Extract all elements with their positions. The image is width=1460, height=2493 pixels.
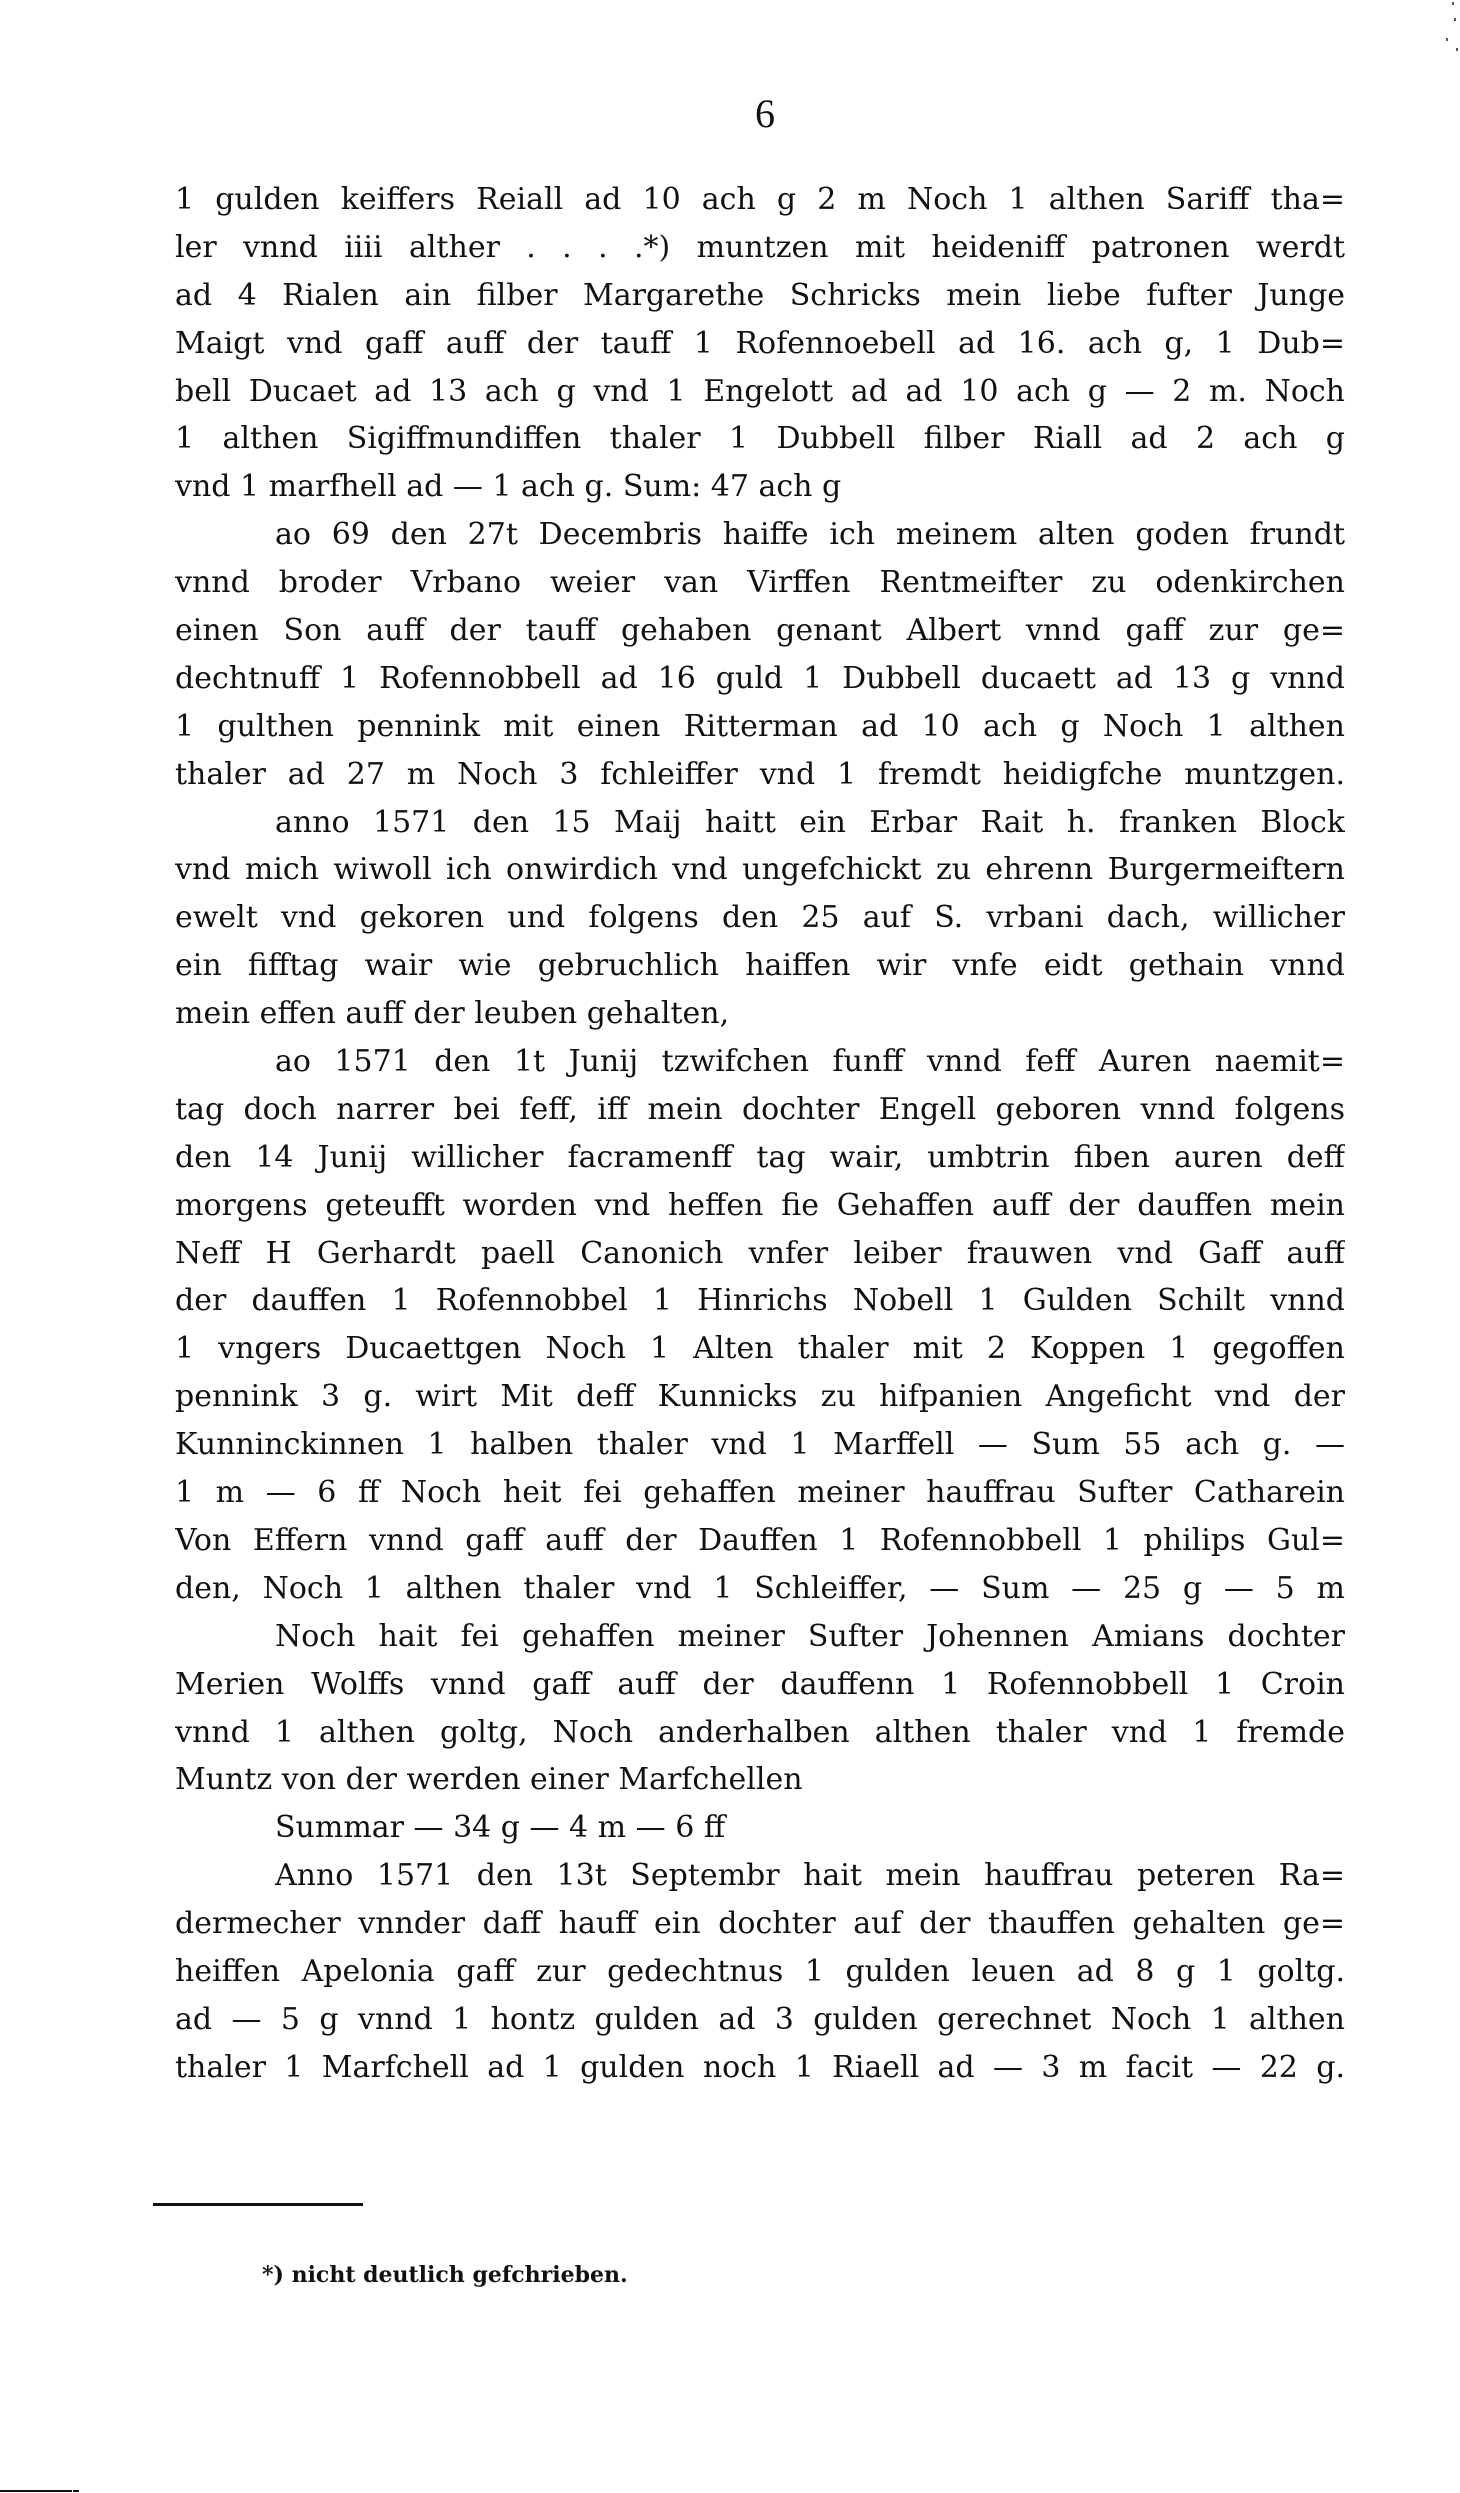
- text-line: 1 gulden keiffers Reiall ad 10 ach g 2 m Noch 1 althen Sariff tha=: [175, 182, 1345, 217]
- text-line: vnnd 1 althen goltg, Noch anderhalben althen thaler vnd 1 fremde: [175, 1714, 1345, 1750]
- scan-edge-dash: [73, 2490, 79, 2492]
- text-line: den, Noch 1 althen thaler vnd 1 Schleiffer, — Sum — 25 g — 5 m: [175, 1570, 1345, 1606]
- text-line: Muntz von der werden einer Marfchellen: [175, 1762, 803, 1798]
- body-text: [175, 176, 1345, 2092]
- text-line: 1 vngers Ducaettgen Noch 1 Alten thaler mit 2 Koppen 1 gegoffen: [175, 1331, 1345, 1367]
- text-line: thaler 1 Marfchell ad 1 gulden noch 1 Riaell ad — 3 m facit — 22 g.: [175, 2049, 1345, 2085]
- text-line: ad 4 Rialen ain filber Margarethe Schricks mein liebe fufter Junge: [175, 277, 1345, 313]
- text-line: morgens geteufft worden vnd heffen fie Gehaffen auff der dauffen mein: [175, 1187, 1345, 1223]
- text-line: heiffen Apelonia gaff zur gedechtnus 1 gulden leuen ad 8 g 1 goltg.: [175, 1953, 1345, 1989]
- text-line: Von Effern vnnd gaff auff der Dauffen 1 Rofennobbell 1 philips Gul=: [175, 1522, 1345, 1558]
- footnote: *) nicht deutlich gefchrieben.: [262, 2262, 628, 2288]
- text-line: ao 1571 den 1t Junij tzwifchen funff vnnd feff Auren naemit=: [275, 1044, 1345, 1080]
- text-line: vnnd broder Vrbano weier van Virffen Rentmeifter zu odenkirchen: [175, 565, 1345, 601]
- page-number: 6: [755, 91, 775, 136]
- text-line: 1 althen Sigiffmundiffen thaler 1 Dubbell filber Riall ad 2 ach g: [175, 421, 1345, 457]
- text-line: einen Son auff der tauff gehaben genant Albert vnnd gaff zur ge=: [175, 613, 1345, 649]
- text-line: Anno 1571 den 13t Septembr hait mein hauffrau peteren Ra=: [275, 1858, 1345, 1894]
- text-line: ler vnnd iiii alther . . . .*) muntzen mit heideniff patronen werdt: [175, 229, 1345, 265]
- footnote-divider: [153, 2203, 363, 2206]
- text-line: Neff H Gerhardt paell Canonich vnfer leiber frauwen vnd Gaff auff: [175, 1235, 1345, 1271]
- text-line: mein effen auff der leuben gehalten,: [175, 996, 730, 1032]
- scan-edge-line: [0, 2490, 72, 2492]
- text-line: ein fifftag wair wie gebruchlich haiffen wir vnfe eidt gethain vnnd: [175, 948, 1345, 984]
- text-line: den 14 Junij willicher facramenff tag wair, umbtrin fiben auren deff: [175, 1139, 1345, 1175]
- text-line: thaler ad 27 m Noch 3 fchleiffer vnd 1 fremdt heidigfche muntzgen.: [175, 756, 1345, 792]
- text-line: bell Ducaet ad 13 ach g vnd 1 Engelott ad ad 10 ach g — 2 m. Noch: [175, 373, 1345, 409]
- text-line: vnd 1 marfhell ad — 1 ach g. Sum: 47 ach g: [175, 469, 842, 505]
- text-line: ewelt vnd gekoren und folgens den 25 auf S. vrbani dach, willicher: [175, 900, 1345, 936]
- text-line: Maigt vnd gaff auff der tauff 1 Rofennoebell ad 16. ach g, 1 Dub=: [175, 325, 1345, 361]
- text-line: vnd mich wiwoll ich onwirdich vnd ungefchickt zu ehrenn Burgermeiftern: [175, 852, 1345, 888]
- text-line: Merien Wolffs vnnd gaff auff der dauffenn 1 Rofennobbell 1 Croin: [175, 1666, 1345, 1702]
- text-line: dechtnuff 1 Rofennobbell ad 16 guld 1 Dubbell ducaett ad 13 g vnnd: [175, 660, 1345, 696]
- text-line: ad — 5 g vnnd 1 hontz gulden ad 3 gulden gerechnet Noch 1 althen: [175, 2001, 1345, 2037]
- text-line: 1 m — 6 ff Noch heit fei gehaffen meiner hauffrau Sufter Catharein: [175, 1475, 1345, 1511]
- text-line: Summar — 34 g — 4 m — 6 ff: [275, 1810, 726, 1846]
- text-line: Noch hait fei gehaffen meiner Sufter Johennen Amians dochter: [275, 1618, 1345, 1654]
- text-line: pennink 3 g. wirt Mit deff Kunnicks zu hifpanien Angeficht vnd der: [175, 1379, 1345, 1415]
- text-line: anno 1571 den 15 Maij haitt ein Erbar Rait h. franken Block: [275, 804, 1345, 840]
- text-line: Kunninckinnen 1 halben thaler vnd 1 Marffell — Sum 55 ach g. —: [175, 1427, 1345, 1463]
- scan-specks: [1440, 0, 1460, 55]
- text-line: dermecher vnnder daff hauff ein dochter auf der thauffen gehalten ge=: [175, 1906, 1345, 1942]
- text-line: ao 69 den 27t Decembris haiffe ich meinem alten goden frundt: [275, 517, 1345, 553]
- text-line: der dauffen 1 Rofennobbel 1 Hinrichs Nobell 1 Gulden Schilt vnnd: [175, 1283, 1345, 1319]
- text-line: tag doch narrer bei feff, iff mein dochter Engell geboren vnnd folgens: [175, 1091, 1345, 1127]
- text-line: 1 gulthen pennink mit einen Ritterman ad 10 ach g Noch 1 althen: [175, 708, 1345, 744]
